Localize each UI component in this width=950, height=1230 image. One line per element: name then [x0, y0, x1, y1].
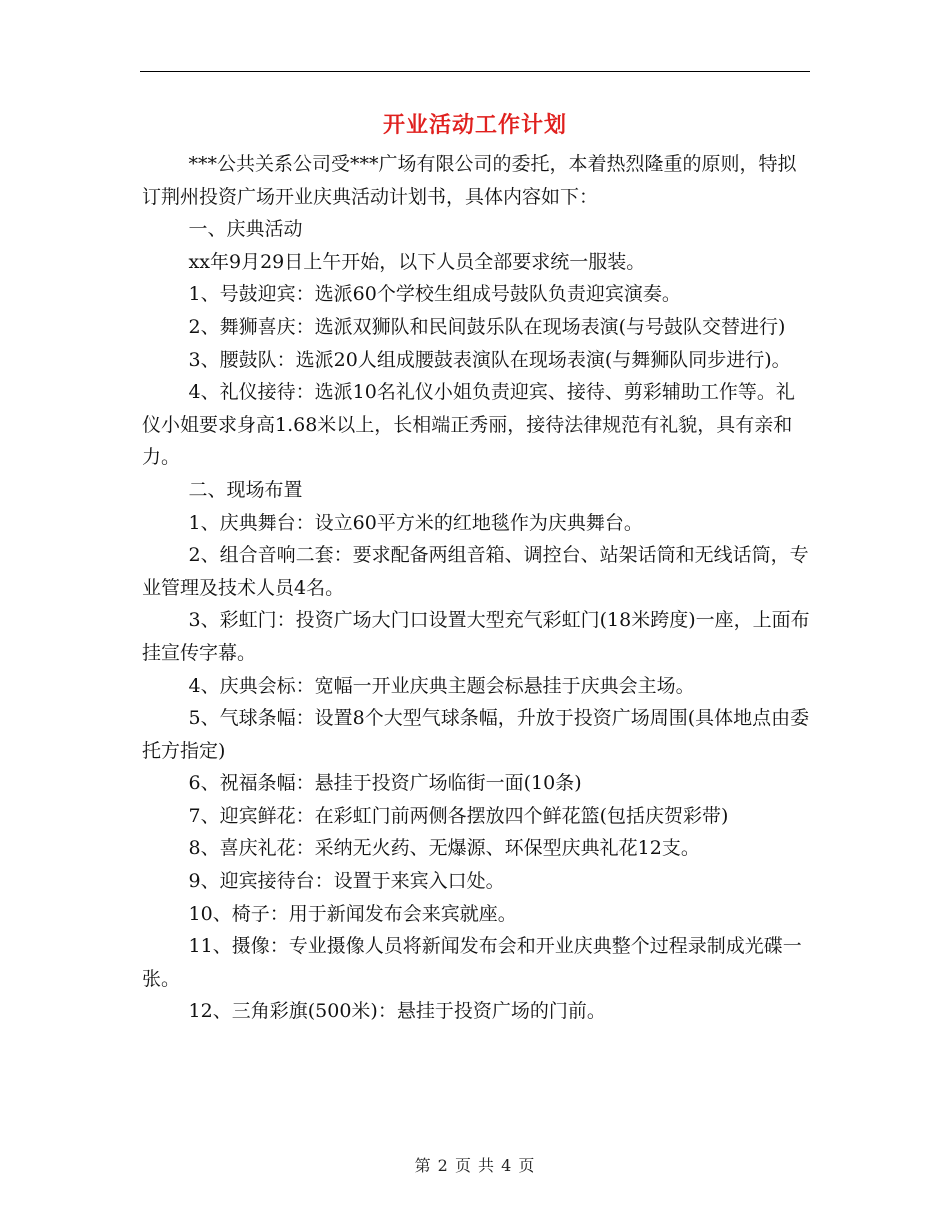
- header-rule: [140, 71, 810, 72]
- list-item: 9、迎宾接待台：设置于来宾入口处。: [188, 870, 505, 893]
- list-item: 5、气球条幅：设置8个大型气球条幅，升放于投资广场周围(具体地点由委托方指定): [142, 707, 810, 762]
- list-item: 10、椅子：用于新闻发布会来宾就座。: [188, 902, 517, 925]
- list-item: 8、喜庆礼花：采纳无火药、无爆源、环保型庆典礼花12支。: [188, 837, 700, 860]
- list-item: 3、腰鼓队：选派20人组成腰鼓表演队在现场表演(与舞狮队同步进行)。: [188, 348, 791, 371]
- page-footer: 第 2 页 共 4 页: [414, 1156, 536, 1175]
- paragraph-intro: ***公共关系公司受***广场有限公司的委托，本着热烈隆重的原则，特拟订荆州投资广场开业庆典活动计划书，具体内容如下：: [142, 153, 797, 208]
- section-heading-celebration: 一、庆典活动: [188, 218, 303, 241]
- list-item: 7、迎宾鲜花：在彩虹门前两侧各摆放四个鲜花篮(包括庆贺彩带): [188, 804, 729, 827]
- list-item: 3、彩虹门：投资广场大门口设置大型充气彩虹门(18米跨度)一座，上面布挂宣传字幕。: [142, 609, 810, 664]
- document-title: 开业活动工作计划: [382, 113, 567, 138]
- paragraph-date: xx年9月29日上午开始，以下人员全部要求统一服装。: [188, 250, 646, 273]
- document-body: [142, 148, 810, 1028]
- section-heading-venue: 二、现场布置: [188, 478, 303, 501]
- list-item: 1、庆典舞台：设立60平方米的红地毯作为庆典舞台。: [188, 511, 643, 534]
- list-item: 1、号鼓迎宾：选派60个学校生组成号鼓队负责迎宾演奏。: [188, 283, 681, 306]
- list-item: 2、组合音响二套：要求配备两组音箱、调控台、站架话筒和无线话筒，专业管理及技术人员4名。: [142, 544, 809, 599]
- list-item: 4、庆典会标：宽幅一开业庆典主题会标悬挂于庆典会主场。: [188, 674, 695, 697]
- list-item: 4、礼仪接待：选派10名礼仪小姐负责迎宾、接待、剪彩辅助工作等。礼仪小姐要求身高1.68米以上，长相端正秀丽，接待法律规范有礼貌，具有亲和力。: [142, 381, 795, 469]
- list-item: 6、祝福条幅：悬挂于投资广场临街一面(10条): [188, 772, 582, 795]
- list-item: 12、三角彩旗(500米)：悬挂于投资广场的门前。: [188, 1000, 606, 1023]
- list-item: 2、舞狮喜庆：选派双狮队和民间鼓乐队在现场表演(与号鼓队交替进行): [188, 315, 786, 338]
- list-item: 11、摄像：专业摄像人员将新闻发布会和开业庆典整个过程录制成光碟一张。: [142, 935, 802, 990]
